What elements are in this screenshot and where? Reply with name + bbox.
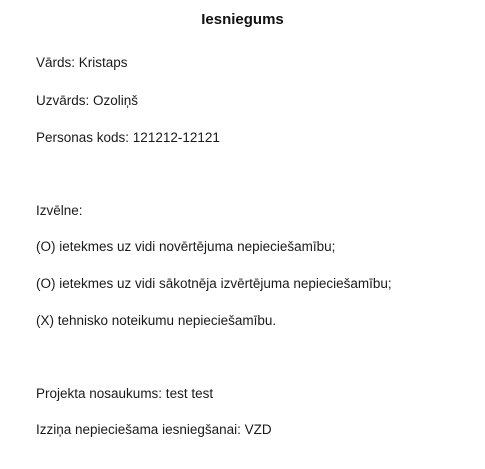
field-certificate-for: Izziņa nepieciešama iesniegšanai: VZD	[36, 422, 272, 437]
menu-option-1: (O) ietekmes uz vidi novērtējuma nepieciešamību;	[36, 239, 336, 254]
field-name: Vārds: Kristaps	[36, 55, 128, 70]
field-project-name: Projekta nosaukums: test test	[36, 386, 214, 401]
field-surname: Uzvārds: Ozoliņš	[36, 93, 139, 108]
menu-option-2: (O) ietekmes uz vidi sākotnēja izvērtējuma nepieciešamību;	[36, 276, 392, 291]
menu-heading: Izvēlne:	[36, 203, 83, 218]
document-title: Iesniegums	[201, 11, 284, 28]
field-personal-code: Personas kods: 121212-12121	[36, 130, 220, 145]
menu-option-3: (X) tehnisko noteikumu nepieciešamību.	[36, 313, 277, 328]
